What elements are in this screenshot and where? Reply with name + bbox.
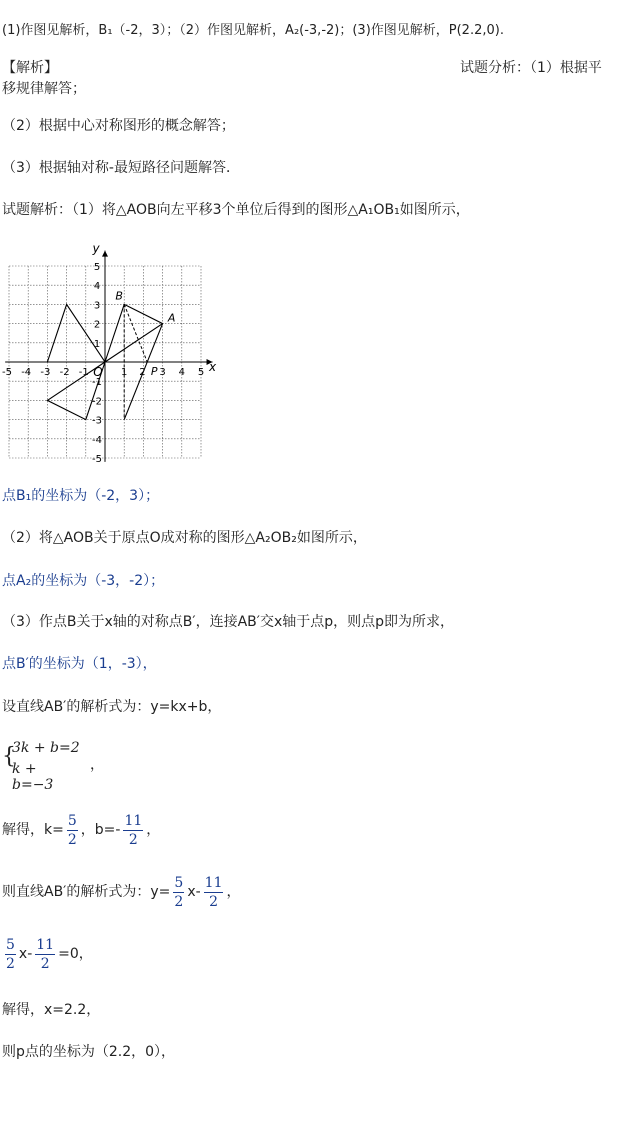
x-tick-label: -2 [59,367,70,378]
analysis-title: 【解析】 [2,60,58,76]
y-tick-label: 3 [93,300,101,312]
y-tick-label: -4 [92,434,102,446]
coordinate-graph [0,245,230,470]
point-a-label: A [167,311,176,325]
x-tick-label: -3 [40,367,51,378]
triangle-a1ob1 [47,304,105,362]
y-tick-label: -3 [92,415,102,427]
slope-fraction: $\frac{5}{2}$ [174,874,184,910]
y-tick-label: 5 [93,262,101,273]
y-axis-label: y [92,245,100,256]
x-tick-label: 5 [197,367,205,378]
y-tick-label: 1 [93,338,101,350]
x-tick-label: -1 [78,367,89,378]
zero-slope-fraction: $\frac{5}{2}$ [6,936,15,972]
step-2: （2）将△AOB关于原点O成对称的图形△A₂OB₂如图所示， [2,530,367,546]
hint-2: （2）根据中心对称图形的概念解答； [2,118,235,134]
hint-3: （3）根据轴对称-最短路径问题解答． [2,160,240,176]
analysis-head: 试题分析：（1）根据平 [460,60,602,76]
y-tick-label: -5 [92,454,102,465]
axis-labels [2,245,217,465]
y-tick-label: -2 [92,396,102,408]
point-p-label: P [150,365,158,378]
x-tick-label: 4 [178,367,185,378]
triangle-aob [105,304,163,362]
system-comma: ， [90,757,104,773]
solution-1: 试题解析：（1）将△AOB向左平移3个单位后得到的图形△A₁OB₁如图所示， [2,202,470,218]
line-result: 则直线AB′的解析式为：y= $\frac{5}{2}$ x- $\frac{11}{2}$ ， [2,874,241,910]
answer-line: (1)作图见解析，B₁（-2，3）；（2）作图见解析，A₂(-3,-2)；(3)作图见解析，P(2.2,0). [2,23,504,38]
k-fraction: $\frac{5}{2}$ [67,812,77,848]
analysis-tail: 移规律解答； [2,81,86,97]
y-axis-arrow [102,251,108,257]
solve-line: 解得，k= $\frac{5}{2}$ ，b=- $\frac{11}{2}$ ， [2,812,161,848]
line-bp [124,304,147,362]
axes [5,251,212,462]
p-coordinate: 则p点的坐标为（2.2，0）， [2,1044,176,1060]
x-solution: 解得，x=2.2， [2,1002,101,1018]
x-tick-label: -5 [2,367,12,378]
line-result-label: 则直线AB′的解析式为：y= [2,884,171,900]
zero-equation: $\frac{5}{2}$ x- $\frac{11}{2}$ =0， [6,936,93,972]
origin-label: O [93,365,103,379]
zero-intercept-fraction: $\frac{11}{2}$ [36,936,55,972]
intercept-fraction: $\frac{11}{2}$ [204,874,223,910]
line-setup: 设直线AB′的解析式为：y=kx+b， [2,699,222,715]
a2-coordinate: 点A₂的坐标为（-3，-2）； [2,573,165,589]
step-3: （3）作点B关于x轴的对称点B′，连接AB′交x轴于点p，则点p即为所求， [2,614,454,630]
equation-system: { 3k + b=2 k + b=−3 ， [2,740,104,793]
x-tick-label: 2 [139,367,146,378]
x-tick-label: -4 [21,367,32,378]
y-tick-label: 4 [93,281,101,293]
equation-2: k + b=−3 [12,761,54,793]
b-label: ，b=- [80,822,121,838]
point-b-label: B [115,289,123,303]
b-fraction: $\frac{11}{2}$ [124,812,143,848]
equation-1: 3k + b=2 [12,740,80,756]
y-tick-label: -1 [92,377,102,389]
b-prime-coordinate: 点B′的坐标为（1，-3）， [2,656,157,672]
x-tick-label: 3 [159,367,166,378]
solve-label: 解得，k= [2,822,64,838]
x-axis-label: x [208,360,217,374]
b1-coordinate: 点B₁的坐标为（-2，3）； [2,488,160,504]
x-tick-label: 1 [121,367,128,378]
y-tick-label: 2 [93,319,101,331]
